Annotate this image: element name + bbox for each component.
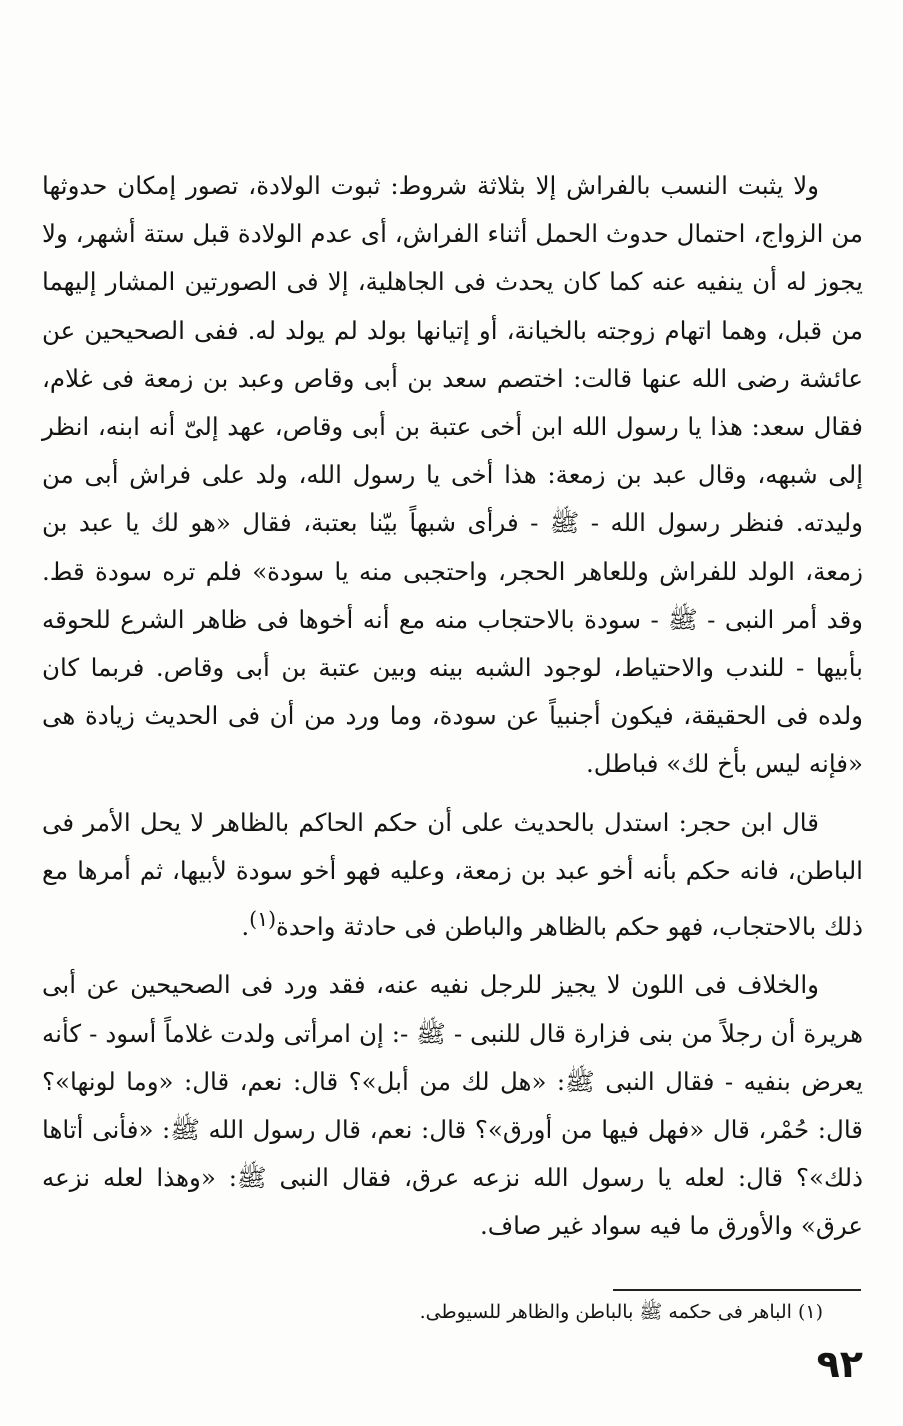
- paragraph-2-text: قال ابن حجر: استدل بالحديث على أن حكم الحاكم بالظاهر لا يحل الأمر فى الباطن، فانه حكم بأنه أخو عبد بن زمعة، وعليه فهو أخو سودة لأبيها، ثم أمرها مع ذلك بالاحتجاب، فهو حكم بالظاهر والباطن فى حادثة واحدة: [42, 807, 863, 942]
- paragraph-3: والخلاف فى اللون لا يجيز للرجل نفيه عنه، فقد ورد فى الصحيحين عن أبى هريرة أن رجلاً من بنى فزارة قال للنبى - ﷺ -: إن امرأتى ولدت غلاماً أسود - كأنه يعرض بنفيه - فقال النبى ﷺ: «هل لك من أبل»؟ قال: نعم، قال: «وما لونها»؟ قال: حُمْر، قال «فهل فيها من أورق»؟ قال: نعم، قال رسول الله ﷺ: «فأنى أتاها ذلك»؟ قال: لعله يا رسول الله نزعه عرق، فقال النبى ﷺ: «وهذا لعله نزعه عرق» والأورق ما فيه سواد غير صاف.: [42, 970, 863, 1241]
- footnote: (١) الباهر فى حكمه ﷺ بالباطن والظاهر للسيوطى.: [419, 1301, 823, 1323]
- paragraph-2: [42, 799, 863, 952]
- footnote-reference: (١): [249, 907, 277, 932]
- page-number: ٩٢: [816, 1342, 863, 1386]
- body-text: [42, 162, 863, 1251]
- paragraph-1: ولا يثبت النسب بالفراش إلا بثلاثة شروط: ثبوت الولادة، تصور إمكان حدوثها من الزواج، احتمال حدوث الحمل أثناء الفراش، أى عدم الولادة قبل ستة أشهر، ولا يجوز له أن ينفيه عنه كما كان يحدث فى الجاهلية، إلا فى الصورتين المشار إليهما من قبل، وهما اتهام زوجته بالخيانة، أو إتيانها بولد لم يولد له. ففى الصحيحين عن عائشة رضى الله عنها قالت: اختصم سعد بن أبى وقاص وعبد بن زمعة فى غلام، فقال سعد: هذا يا رسول الله ابن أخى عتبة بن أبى وقاص، عهد إلىّ أنه ابنه، انظر إلى شبهه، وقال عبد بن زمعة: هذا أخى يا رسول الله، ولد على فراش أبى من وليدته. فنظر رسول الله - ﷺ - فرأى شبهاً بيّنا بعتبة، فقال «هو لك يا عبد بن زمعة، الولد للفراش وللعاهر الحجر، واحتجبى منه يا سودة» فلم تره سودة قط. وقد أمر النبى - ﷺ - سودة بالاحتجاب منه مع أنه أخوها فى ظاهر الشرع للحوقه بأبيها - للندب والاحتياط، لوجود الشبه بينه وبين عتبة بن أبى وقاص. فربما كان ولده فى الحقيقة، فيكون أجنبياً عن سودة، وما ورد من أن فى الحديث زيادة هى «فإنه ليس بأخ لك» فباطل.: [42, 171, 863, 779]
- footnote-separator: [613, 1289, 861, 1291]
- paragraph-2-end: .: [241, 912, 250, 942]
